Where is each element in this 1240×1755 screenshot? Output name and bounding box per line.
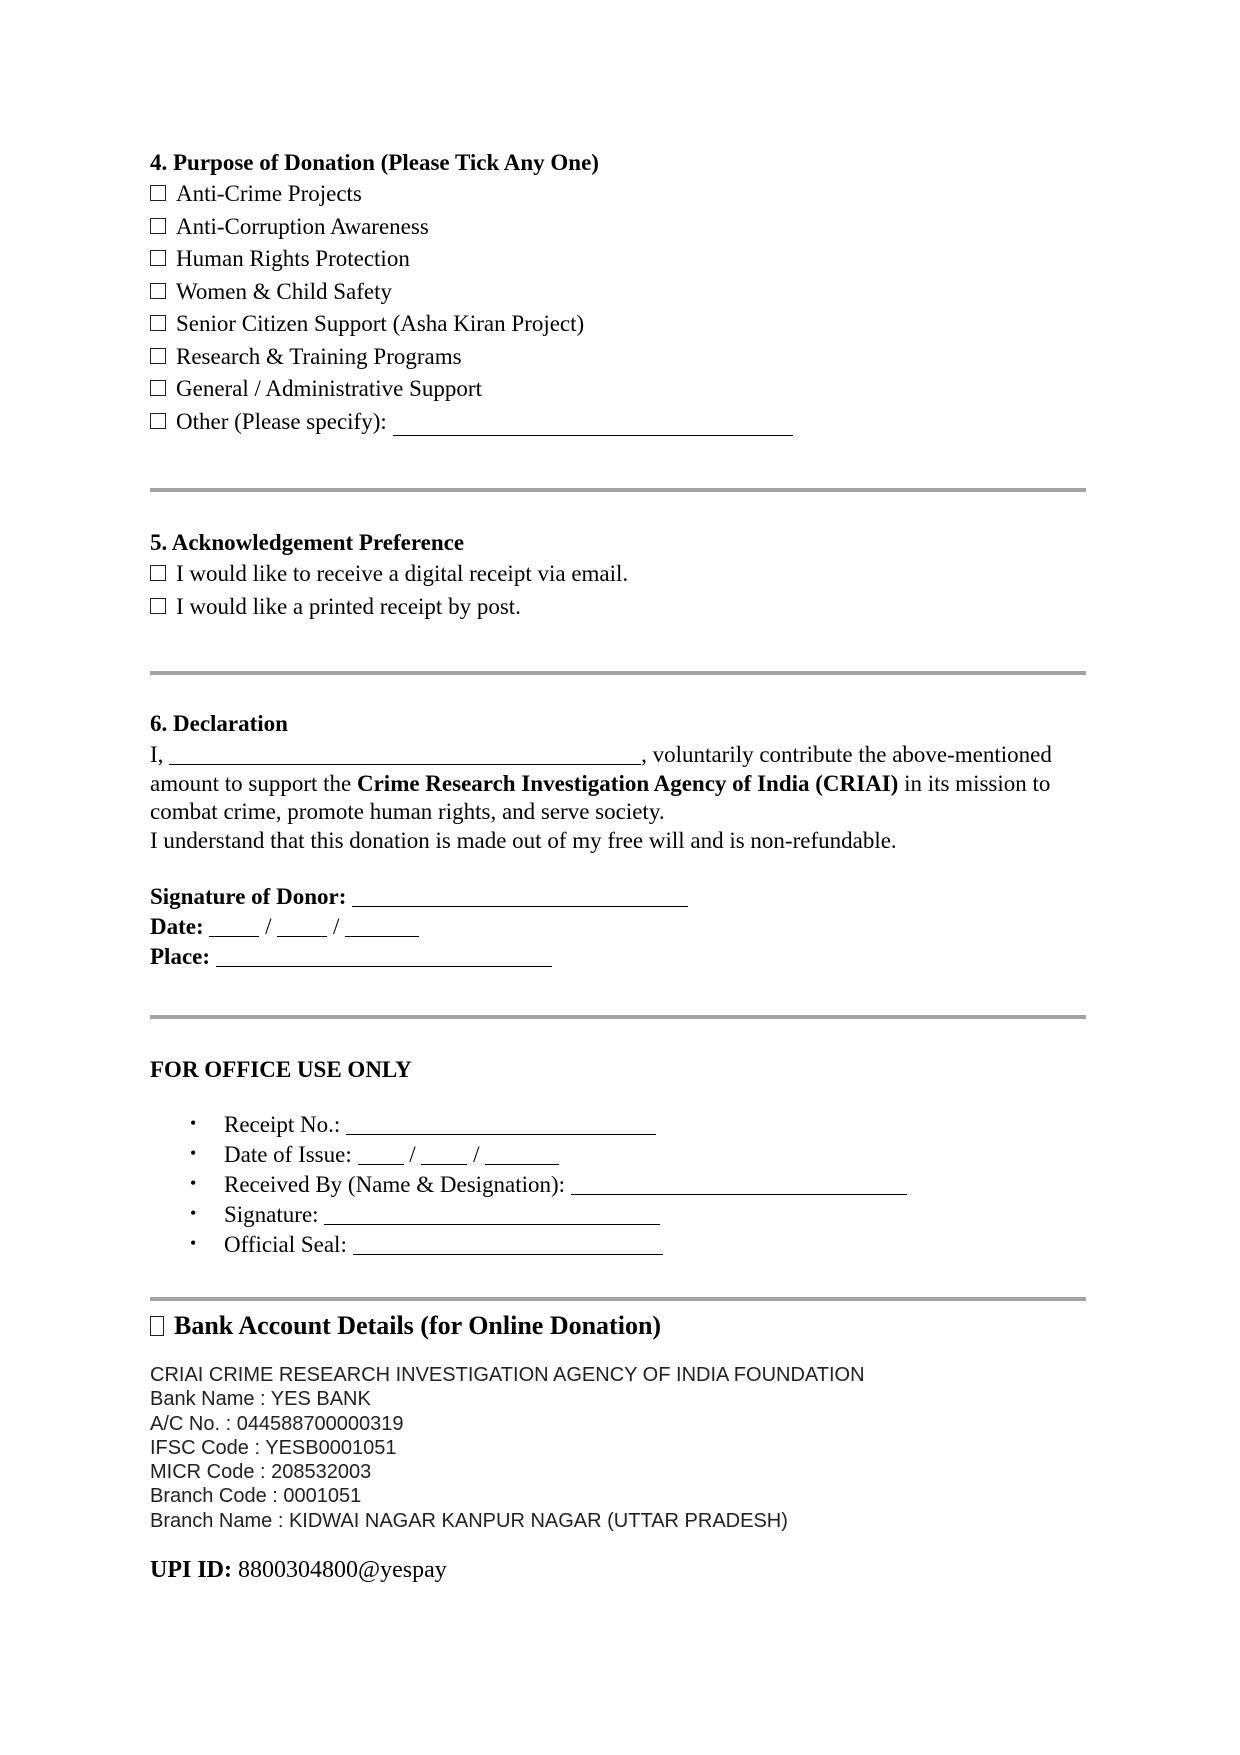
declaration-text xyxy=(150,739,1086,827)
org-name: Crime Research Investigation Agency of India (CRIAI) xyxy=(356,770,899,796)
acknowledgement-heading: 5. Acknowledgement Preference xyxy=(150,530,465,555)
donation-form-page xyxy=(150,148,1086,1585)
office-field-official-seal xyxy=(150,1229,1086,1259)
office-signature-field[interactable] xyxy=(324,1202,660,1225)
upi-label: UPI ID: xyxy=(150,1557,232,1584)
option-label: I would like a printed receipt by post. xyxy=(176,593,521,619)
office-field-signature xyxy=(150,1199,1086,1229)
acknowledgement-section xyxy=(150,528,1086,623)
official-seal-field[interactable] xyxy=(353,1232,663,1255)
checkbox-icon[interactable] xyxy=(150,348,166,364)
declaration-text-2: in its mission to combat crime, promote human rights, and serve society. xyxy=(150,770,1051,824)
bank-branch-name: Branch Name : KIDWAI NAGAR KANPUR NAGAR (UTTAR PRADESH) xyxy=(150,1509,788,1532)
purpose-option-other[interactable] xyxy=(150,406,1086,439)
donor-signature-field[interactable] xyxy=(352,884,688,907)
donor-name-field[interactable] xyxy=(169,742,641,765)
acknowledgement-option-email[interactable] xyxy=(150,558,1086,591)
upi-value: 8800304800@yespay xyxy=(238,1557,447,1584)
declaration-heading: 6. Declaration xyxy=(150,711,288,736)
bank-details-lines xyxy=(150,1363,1086,1533)
purpose-option[interactable] xyxy=(150,341,1086,374)
option-label: Research & Training Programs xyxy=(176,343,462,369)
acknowledgement-option-post[interactable] xyxy=(150,591,1086,624)
field-label: Signature: xyxy=(224,1202,319,1227)
date-month-field[interactable] xyxy=(277,914,327,937)
bullet-icon: • xyxy=(190,1143,197,1163)
field-label: Received By (Name & Designation): xyxy=(224,1172,566,1197)
option-label: Senior Citizen Support (Asha Kiran Project) xyxy=(176,311,585,337)
option-label: General / Administrative Support xyxy=(176,376,482,402)
bank-micr: MICR Code : 208532003 xyxy=(150,1461,372,1484)
place-label: Place: xyxy=(150,944,211,969)
receipt-no-field[interactable] xyxy=(346,1112,656,1135)
declaration-prefix: I, xyxy=(150,742,164,767)
office-field-date-of-issue xyxy=(150,1139,1086,1169)
date-separator: / xyxy=(265,914,272,939)
checkbox-icon[interactable] xyxy=(150,598,166,614)
checkbox-icon[interactable] xyxy=(150,283,166,299)
issue-day-field[interactable] xyxy=(358,1142,404,1165)
bullet-icon: • xyxy=(190,1203,197,1223)
date-year-field[interactable] xyxy=(345,914,419,937)
option-label: I would like to receive a digital receipt via email. xyxy=(176,561,629,587)
option-label: Human Rights Protection xyxy=(176,246,410,272)
checkbox-icon[interactable] xyxy=(150,413,166,429)
missing-glyph-icon xyxy=(150,1316,164,1336)
checkbox-icon[interactable] xyxy=(150,380,166,396)
purpose-option[interactable] xyxy=(150,276,1086,309)
date-day-field[interactable] xyxy=(209,914,259,937)
checkbox-icon[interactable] xyxy=(150,250,166,266)
option-label: Anti-Corruption Awareness xyxy=(176,213,429,239)
purpose-option[interactable] xyxy=(150,178,1086,211)
declaration-text-1: , voluntarily contribute the above-mentioned amount to support the xyxy=(150,742,1052,796)
checkbox-icon[interactable] xyxy=(150,218,166,234)
received-by-field[interactable] xyxy=(571,1172,907,1195)
bank-heading xyxy=(150,1309,1086,1343)
bank-name: Bank Name : YES BANK xyxy=(150,1388,371,1411)
office-field-receipt-no xyxy=(150,1109,1086,1139)
bank-ifsc: IFSC Code : YESB0001051 xyxy=(150,1436,397,1459)
purpose-section xyxy=(150,148,1086,438)
bullet-icon: • xyxy=(190,1233,197,1253)
purpose-option[interactable] xyxy=(150,308,1086,341)
field-label: Date of Issue: xyxy=(224,1142,352,1167)
office-field-received-by xyxy=(150,1169,1086,1199)
field-label: Official Seal: xyxy=(224,1232,347,1257)
field-label: Receipt No.: xyxy=(224,1112,341,1137)
place-row xyxy=(150,941,1086,971)
other-specify-field[interactable] xyxy=(393,413,793,436)
option-label: Women & Child Safety xyxy=(176,278,392,304)
bank-details-section xyxy=(150,1309,1086,1585)
purpose-option[interactable] xyxy=(150,243,1086,276)
checkbox-icon[interactable] xyxy=(150,565,166,581)
option-label: Anti-Crime Projects xyxy=(176,181,362,207)
signature-label: Signature of Donor: xyxy=(150,884,347,909)
purpose-option[interactable] xyxy=(150,373,1086,406)
bank-account-holder: CRIAI CRIME RESEARCH INVESTIGATION AGENCY OF INDIA FOUNDATION xyxy=(150,1364,865,1386)
declaration-text-3: I understand that this donation is made out of my free will and is non-refundable. xyxy=(150,827,897,853)
date-separator: / xyxy=(473,1142,480,1167)
checkbox-icon[interactable] xyxy=(150,185,166,201)
office-use-section xyxy=(150,1055,1086,1259)
issue-year-field[interactable] xyxy=(485,1142,559,1165)
place-field[interactable] xyxy=(216,944,552,967)
office-use-heading: FOR OFFICE USE ONLY xyxy=(150,1057,412,1082)
date-label: Date: xyxy=(150,914,204,939)
issue-month-field[interactable] xyxy=(421,1142,467,1165)
bullet-icon: • xyxy=(190,1173,197,1193)
purpose-heading: 4. Purpose of Donation (Please Tick Any One) xyxy=(150,150,599,175)
date-separator: / xyxy=(409,1142,416,1167)
office-fields-list xyxy=(150,1109,1086,1259)
upi-row xyxy=(150,1555,1086,1585)
declaration-section xyxy=(150,709,1086,971)
signature-row xyxy=(150,881,1086,911)
option-label: Other (Please specify): xyxy=(176,408,387,434)
bank-branch-code: Branch Code : 0001051 xyxy=(150,1485,362,1508)
bank-account-number: A/C No. : 044588700000319 xyxy=(150,1412,404,1435)
date-separator: / xyxy=(333,914,340,939)
date-row xyxy=(150,911,1086,941)
bullet-icon: • xyxy=(190,1113,197,1133)
purpose-option[interactable] xyxy=(150,211,1086,244)
checkbox-icon[interactable] xyxy=(150,315,166,331)
bank-heading-text: Bank Account Details (for Online Donation) xyxy=(174,1311,662,1340)
